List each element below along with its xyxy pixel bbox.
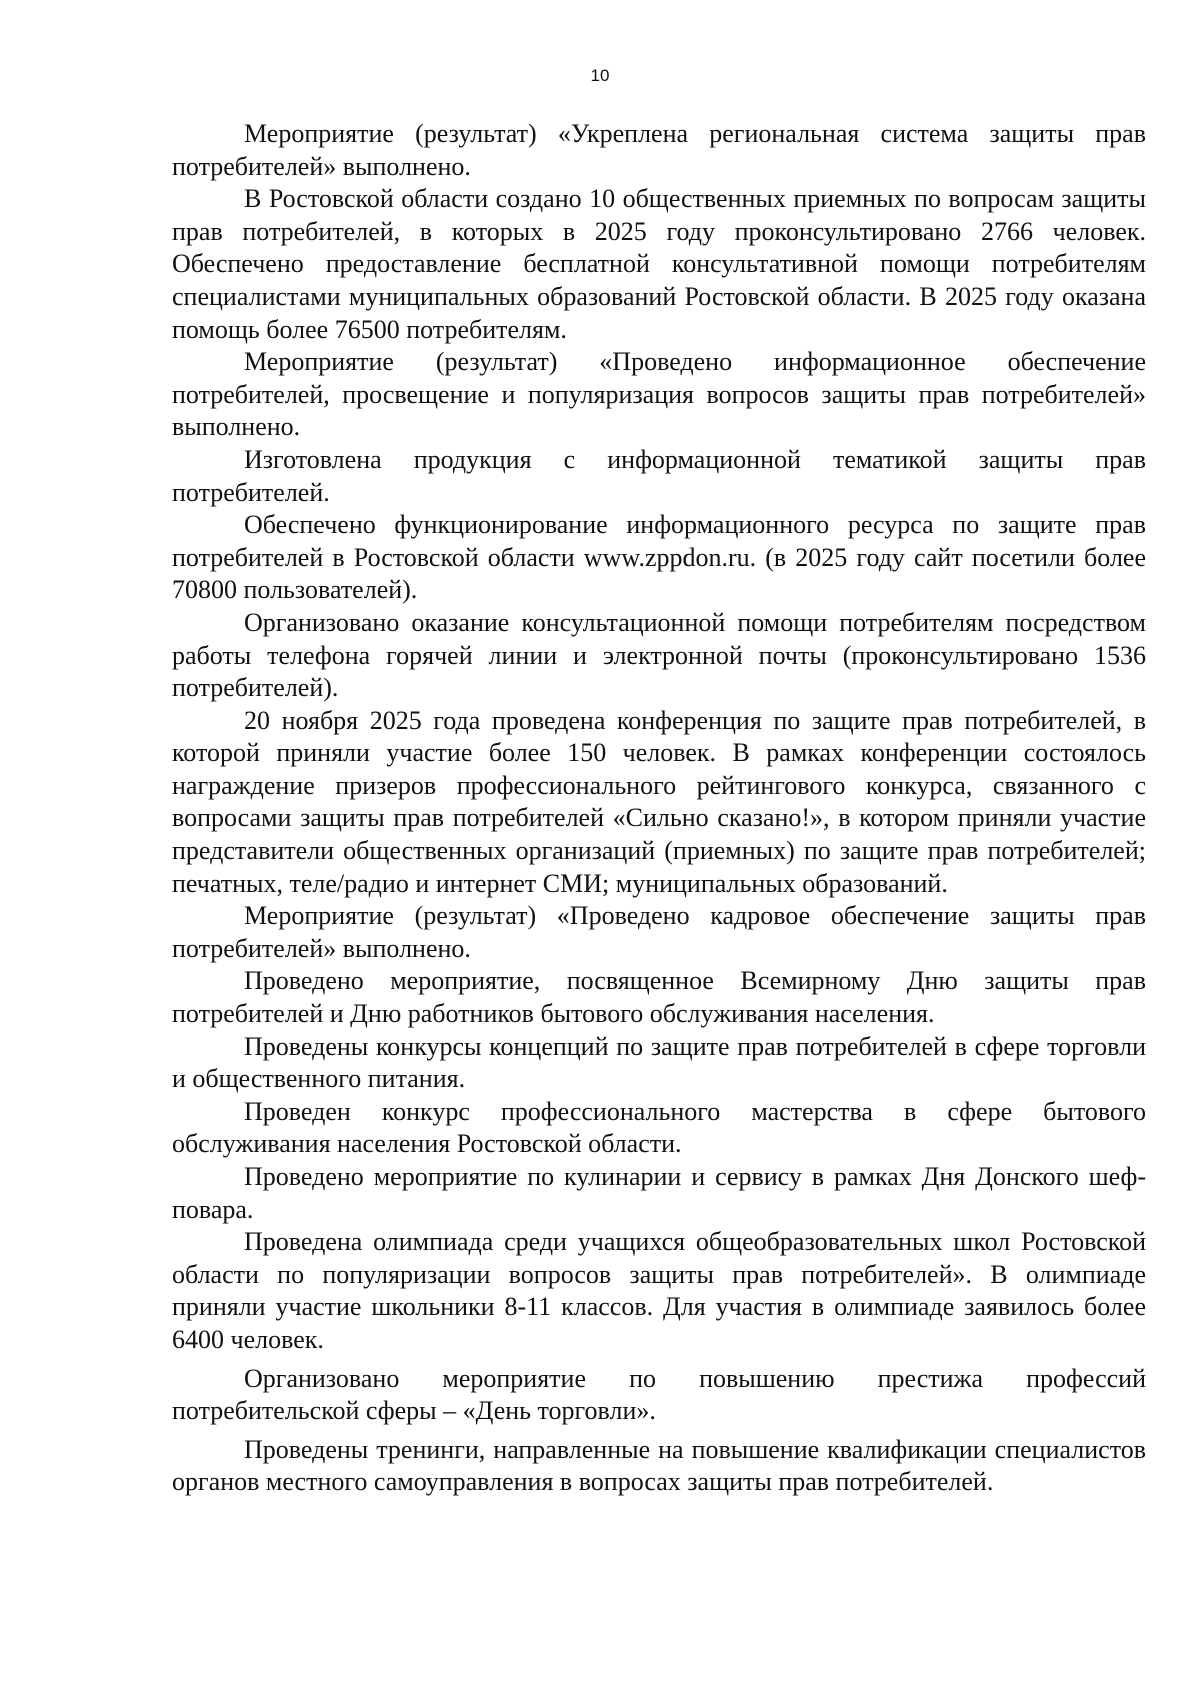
paragraph: Проведены конкурсы концепций по защите прав потребителей в сфере торговли и общественного питания.: [172, 1031, 1146, 1094]
paragraph: Мероприятие (результат) «Укреплена региональная система защиты прав потребителей» выполнено.: [172, 119, 1146, 181]
paragraph: Организовано мероприятие по повышению престижа профессий потребительской сферы – «День торговли».: [172, 1363, 1146, 1426]
paragraph: Изготовлена продукция с информационной тематикой защиты прав потребителей.: [172, 444, 1146, 507]
page-number: 10: [590, 66, 610, 85]
paragraph: Обеспечено функционирование информационного ресурса по защите прав потребителей в Ростовской области www.zppdon.ru. (в 2025 году сайт посетили более 70800 пользователей).: [172, 510, 1146, 605]
paragraph: 20 ноября 2025 года проведена конференция по защите прав потребителей, в которой приняли участие более 150 человек. В рамках конференции состоялось награждение призеров профессионального рейтингового конкурса, связанного с вопросами защиты прав потребителей «Сильно сказано!», в котором приняли участие представители общественных организаций (приемных) по защите прав потребителей; печатных, теле/радио и интернет СМИ; муниципальных образований.: [172, 705, 1146, 898]
paragraph: Проведен конкурс профессионального мастерства в сфере бытового обслуживания населения Ростовской области.: [172, 1096, 1146, 1159]
paragraph: В Ростовской области создано 10 общественных приемных по вопросам защиты прав потребителей, в которых в 2025 году проконсультировано 2766 человек. Обеспечено предоставление бесплатной консультативной помощи потребителям специалистами муниципальных образований Ростовской области. В 2025 году оказана помощь более 76500 потребителям.: [172, 184, 1146, 344]
paragraph: Проведено мероприятие, посвященное Всемирному Дню защиты прав потребителей и Дню работников бытового обслуживания населения.: [172, 966, 1146, 1029]
paragraph: Мероприятие (результат) «Проведено информационное обеспечение потребителей, просвещение и популяризация вопросов защиты прав потребителей» выполнено.: [172, 347, 1146, 442]
paragraph: Проведено мероприятие по кулинарии и сервису в рамках Дня Донского шеф-повара.: [172, 1162, 1146, 1224]
paragraph: Проведена олимпиада среди учащихся общеобразовательных школ Ростовской области по популяризации вопросов защиты прав потребителей». В олимпиаде приняли участие школьники 8-11 классов. Для участия в олимпиаде заявилось более 6400 человек.: [172, 1227, 1146, 1354]
paragraph: Проведены тренинги, направленные на повышение квалификации специалистов органов местного самоуправления в вопросах защиты прав потребителей.: [172, 1434, 1146, 1497]
paragraph: Мероприятие (результат) «Проведено кадровое обеспечение защиты прав потребителей» выполнено.: [172, 901, 1146, 963]
paragraph: Организовано оказание консультационной помощи потребителям посредством работы телефона горячей линии и электронной почты (проконсультировано 1536 потребителей).: [172, 607, 1146, 703]
document-body: [172, 118, 1146, 1499]
